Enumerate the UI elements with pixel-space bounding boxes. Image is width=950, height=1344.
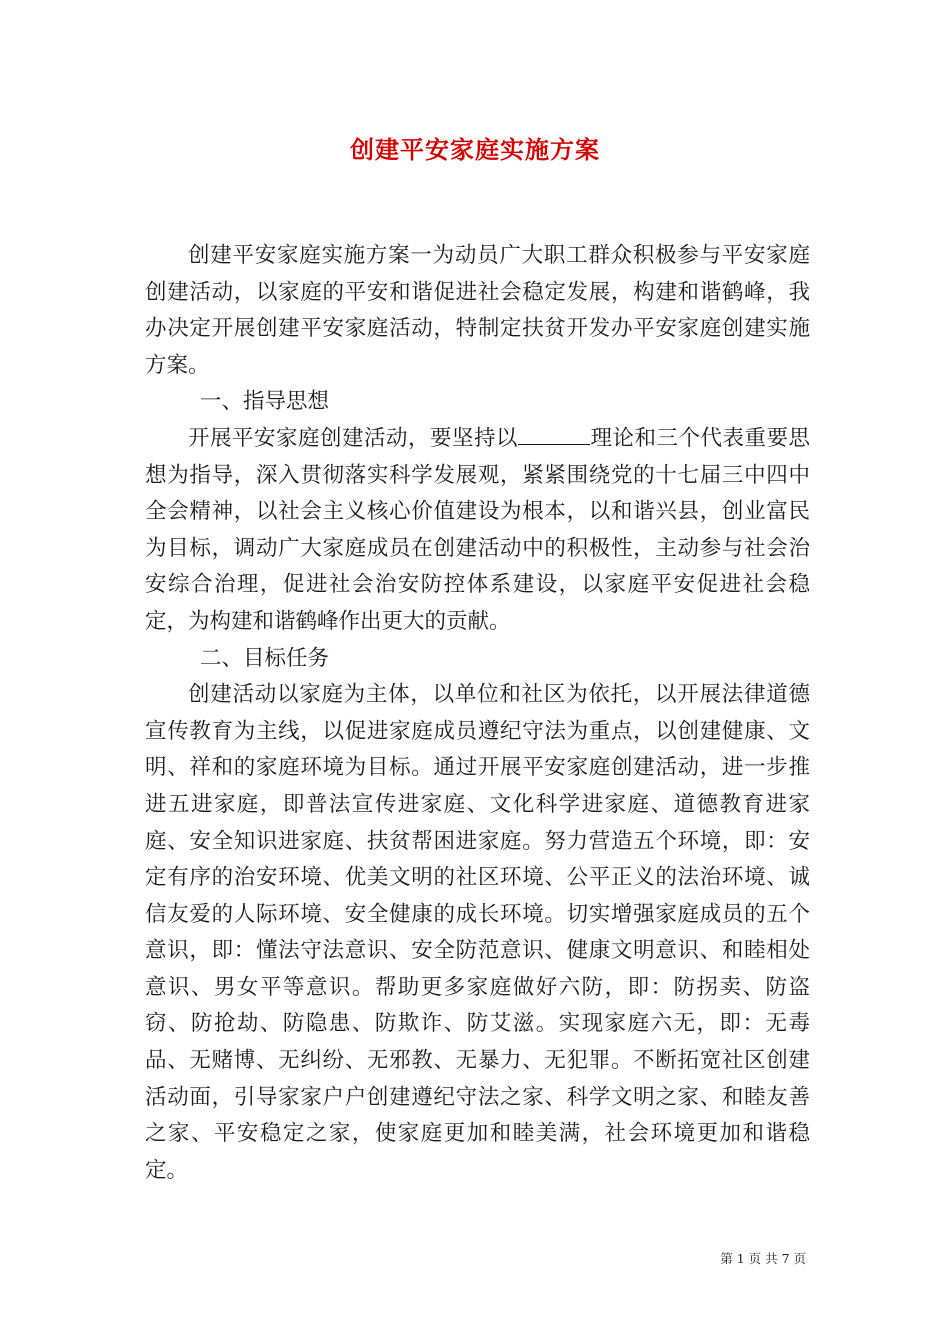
section-heading-guiding-ideology: 一、指导思想 bbox=[200, 389, 330, 415]
section-heading-objectives: 二、目标任务 bbox=[200, 645, 330, 671]
intro-paragraph: 创建平安家庭实施方案一为动员广大职工群众积极参与平安家庭创建活动，以家庭的平安和谐促进社会稳定发展，构建和谐鹤峰，我办决定开展创建平安家庭活动，特制定扶贫开发办平安家庭创建实施方案。 bbox=[145, 243, 810, 378]
guiding-ideology-text-end: 理论和三个代表重要思想为指导，深入贯彻落实科学发展观，紧紧围绕党的十七届三中四中全会精神，以社会主义核心价值建设为根本，以和谐兴县，创业富民为目标，调动广大家庭成员在创建活动中的积极性，主动参与社会治安综合治理，促进社会治安防控体系建设，以家庭平安促进社会稳定，为构建和谐鹤峰作出更大的贡献。 bbox=[145, 425, 810, 634]
document-title: 创建平安家庭实施方案 bbox=[350, 135, 600, 164]
guiding-ideology-text-start: 开展平安家庭创建活动，要坚持以 bbox=[188, 425, 518, 451]
document-body bbox=[145, 238, 810, 1189]
guiding-ideology-paragraph bbox=[145, 421, 810, 641]
page-number: 第 1 页 共 7 页 bbox=[720, 1251, 806, 1266]
fill-in-blank bbox=[518, 426, 590, 445]
objectives-paragraph: 创建活动以家庭为主体，以单位和社区为依托，以开展法律道德宣传教育为主线，以促进家庭成员遵纪守法为重点，以创建健康、文明、祥和的家庭环境为目标。通过开展平安家庭创建活动，进一步推进五进家庭，即普法宣传进家庭、文化科学进家庭、道德教育进家庭、安全知识进家庭、扶贫帮困进家庭。努力营造五个环境，即：安定有序的治安环境、优美文明的社区环境、公平正义的法治环境、诚信友爱的人际环境、安全健康的成长环境。切实增强家庭成员的五个意识，即：懂法守法意识、安全防范意识、健康文明意识、和睦相处意识、男女平等意识。帮助更多家庭做好六防，即：防拐卖、防盗窃、防抢劫、防隐患、防欺诈、防艾滋。实现家庭六无，即：无毒品、无赌博、无纠纷、无邪教、无暴力、无犯罪。不断拓宽社区创建活动面，引导家家户户创建遵纪守法之家、科学文明之家、和睦友善之家、平安稳定之家，使家庭更加和睦美满，社会环境更加和谐稳定。 bbox=[145, 682, 810, 1183]
